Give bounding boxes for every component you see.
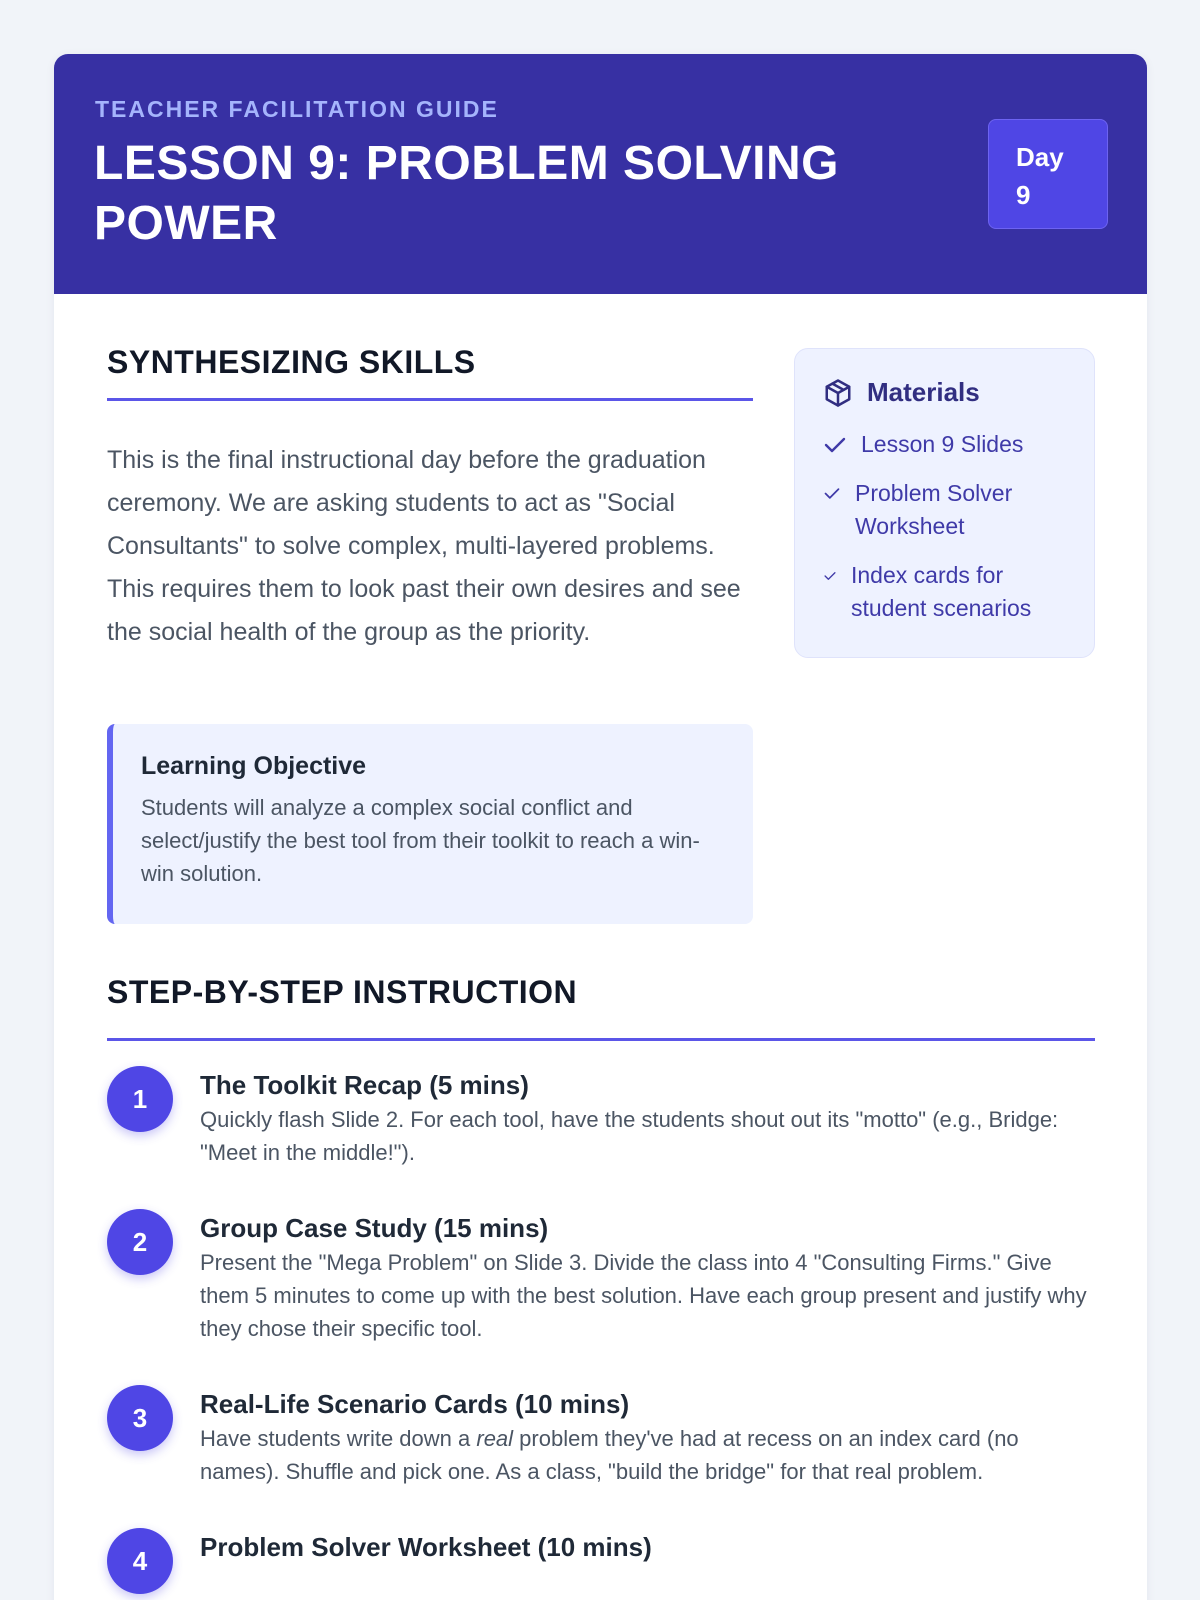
learning-objective-box (107, 724, 753, 924)
check-icon (823, 428, 847, 461)
step-body (200, 1066, 1097, 1169)
lesson-header (54, 54, 1147, 294)
instruction-step (107, 1066, 1097, 1169)
check-icon (823, 559, 837, 592)
instruction-section-rule (107, 1038, 1095, 1041)
step-title: Group Case Study (15 mins) (200, 1213, 549, 1243)
intro-section-rule (107, 398, 753, 401)
objective-text: Students will analyze a complex social conflict and select/justify the best tool from their toolkit to reach a win-win solution. (141, 795, 700, 886)
day-badge (988, 119, 1108, 229)
materials-header (823, 377, 1074, 408)
step-description: Quickly flash Slide 2. For each tool, have the students shout out its "motto" (e.g., Bridge: "Meet in the middle!"). (200, 1107, 1059, 1165)
objective-title: Learning Objective (141, 752, 367, 780)
lesson-title: LESSON 9: PROBLEM SOLVING POWER (94, 137, 840, 250)
step-title: The Toolkit Recap (5 mins) (200, 1070, 529, 1100)
step-description: Present the "Mega Problem" on Slide 3. Divide the class into 4 "Consulting Firms." Give them 5 minutes to come up with the best solution. Have each group present and justify why they chose their specific tool. (200, 1250, 1087, 1341)
materials-item (823, 477, 1074, 543)
materials-title: Materials (867, 377, 980, 407)
step-description-part: problem they've had at recess on an index card (no names). Shuffle and pick one. As a class, "build the bridge" for that real problem. (200, 1426, 1019, 1484)
step-number-badge: 2 (107, 1209, 173, 1275)
step-body (200, 1209, 1097, 1345)
step-description (200, 1422, 1097, 1488)
materials-item (823, 559, 1074, 625)
step-description-emphasis: real (476, 1426, 514, 1451)
step-title: Real-Life Scenario Cards (10 mins) (200, 1389, 630, 1419)
step-description-part: Have students write down a (200, 1426, 477, 1451)
materials-item-label: Index cards for student scenarios (851, 562, 1032, 621)
instruction-section-title: STEP-BY-STEP INSTRUCTION (107, 974, 578, 1010)
lesson-guide-card (54, 54, 1147, 1600)
instruction-step (107, 1528, 1097, 1594)
intro-paragraph: This is the final instructional day before the graduation ceremony. We are asking students to act as "Social Consultants" to solve complex, multi-layered problems. This requires them to look past their own desires and see the social health of the group as the priority. (107, 446, 741, 646)
step-number-badge: 1 (107, 1066, 173, 1132)
intro-section-title: SYNTHESIZING SKILLS (107, 344, 476, 380)
step-title: Problem Solver Worksheet (10 mins) (200, 1532, 652, 1562)
materials-panel (794, 348, 1095, 658)
box-icon (823, 378, 853, 408)
guide-eyebrow: TEACHER FACILITATION GUIDE (95, 96, 499, 122)
instruction-steps (107, 1066, 1097, 1600)
instruction-step (107, 1209, 1097, 1345)
day-badge-label: Day (1016, 142, 1064, 172)
materials-item-label: Lesson 9 Slides (861, 431, 1024, 457)
step-body (200, 1528, 1097, 1594)
materials-item-label: Problem Solver Worksheet (855, 480, 1013, 539)
step-number-badge: 3 (107, 1385, 173, 1451)
instruction-step (107, 1385, 1097, 1488)
check-icon (823, 477, 841, 510)
day-badge-number: 9 (1016, 180, 1031, 210)
step-body (200, 1385, 1097, 1488)
step-number-badge: 4 (107, 1528, 173, 1594)
materials-item (823, 428, 1074, 461)
